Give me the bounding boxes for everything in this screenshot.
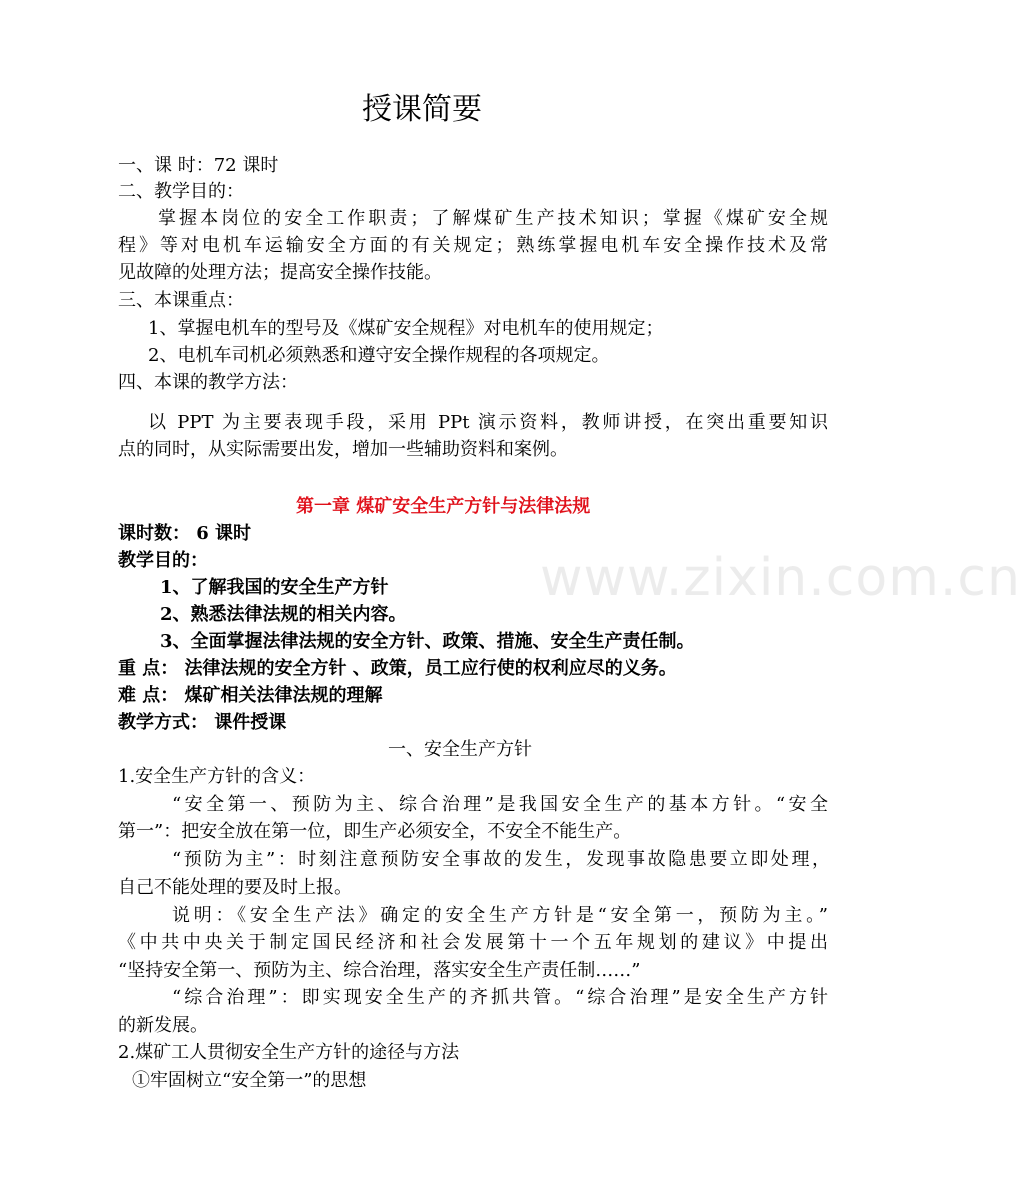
chapter-info-line: 教学目的： — [118, 550, 208, 571]
body-line: 说明：《安全生产法》确定的安全生产方针是“安全第一，预防为主。” — [172, 905, 828, 926]
body-line: 自己不能处理的要及时上报。 — [118, 877, 352, 898]
body-line: 的新发展。 — [118, 1015, 208, 1036]
chapter-info-line: 重 点： 法律法规的安全方针 、政策，员工应行使的权利应尽的义务。 — [118, 658, 677, 679]
summary-line: 一、课 时：72 课时 — [118, 155, 279, 176]
chapter-info-line: 1、了解我国的安全生产方针 — [160, 577, 389, 598]
summary-line: 掌握本岗位的安全工作职责；了解煤矿生产技术知识；掌握《煤矿安全规 — [158, 208, 828, 229]
summary-line: 程》等对电机车运输安全方面的有关规定；熟练掌握电机车安全操作技术及常 — [118, 235, 828, 256]
watermark: www.zixin.com.cn — [540, 548, 1021, 608]
body-line: “坚持安全第一、预防为主、综合治理，落实安全生产责任制……” — [118, 960, 641, 981]
summary-line: 以 PPT 为主要表现手段，采用 PPt 演示资料，教师讲授，在突出重要知识 — [148, 412, 828, 433]
summary-line: 1、掌握电机车的型号及《煤矿安全规程》对电机车的使用规定； — [148, 318, 664, 339]
body-line: “安全第一、预防为主、综合治理”是我国安全生产的基本方针。“安全 — [172, 794, 828, 815]
body-line: “预防为主”：时刻注意预防安全事故的发生，发现事故隐患要立即处理， — [172, 849, 830, 870]
summary-line: 点的同时，从实际需要出发，增加一些辅助资料和案例。 — [118, 439, 568, 460]
summary-line: 2、电机车司机必须熟悉和遵守安全操作规程的各项规定。 — [148, 345, 610, 366]
chapter-info-line: 2、熟悉法律法规的相关内容。 — [160, 604, 407, 625]
summary-line: 四、本课的教学方法： — [118, 372, 298, 393]
body-line: ①牢固树立“安全第一”的思想 — [132, 1070, 367, 1091]
page-title: 授课简要 — [362, 92, 482, 127]
section-heading: 一、安全生产方针 — [388, 739, 532, 760]
body-line: 1.安全生产方针的含义： — [118, 766, 316, 787]
chapter-heading: 第一章 煤矿安全生产方针与法律法规 — [296, 496, 591, 517]
body-line: 《中共中央关于制定国民经济和社会发展第十一个五年规划的建议》中提出 — [118, 932, 828, 953]
chapter-info-line: 教学方式： 课件授课 — [118, 712, 287, 733]
chapter-info-line: 课时数： 6 课时 — [118, 523, 252, 544]
summary-line: 二、教学目的： — [118, 181, 244, 202]
summary-line: 见故障的处理方法；提高安全操作技能。 — [118, 262, 442, 283]
body-line: 2.煤矿工人贯彻安全生产方针的途径与方法 — [118, 1042, 460, 1063]
chapter-info-line: 难 点： 煤矿相关法律法规的理解 — [118, 685, 383, 706]
summary-line: 三、本课重点： — [118, 290, 244, 311]
body-line: “综合治理”：即实现安全生产的齐抓共管。“综合治理”是安全生产方针 — [172, 987, 828, 1008]
body-line: 第一”：把安全放在第一位，即生产必须安全，不安全不能生产。 — [118, 821, 632, 842]
chapter-info-line: 3、全面掌握法律法规的安全方针、政策、措施、安全生产责任制。 — [160, 631, 695, 652]
